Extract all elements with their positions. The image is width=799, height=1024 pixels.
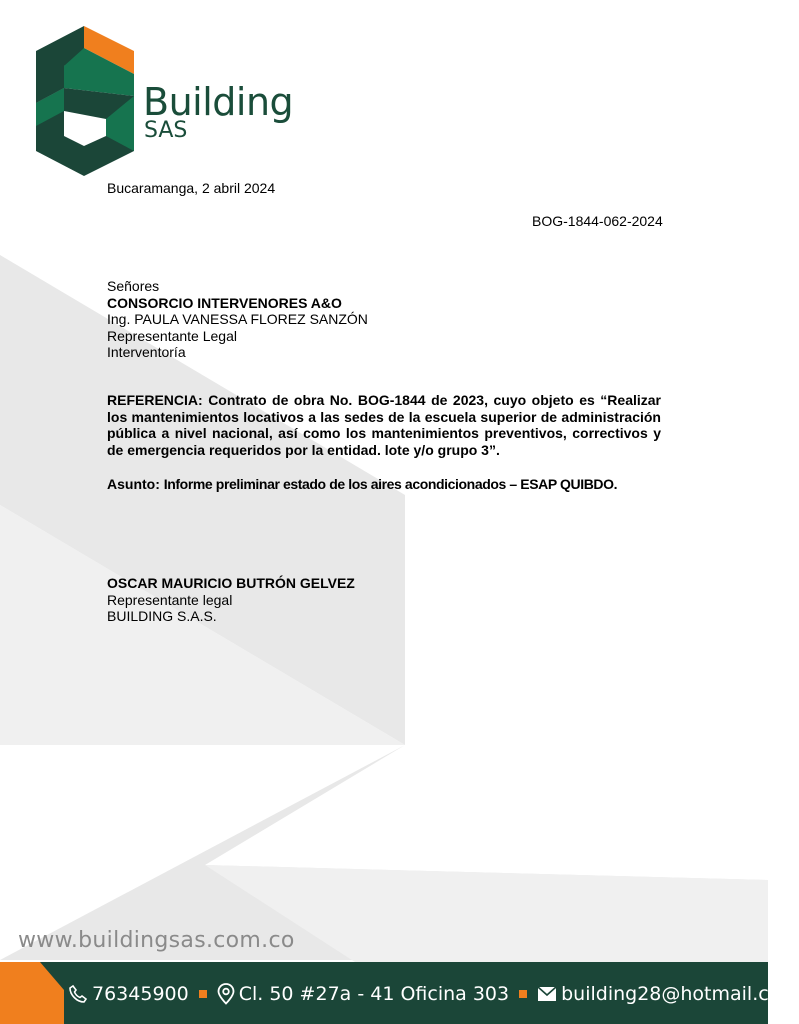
signer-name: OSCAR MAURICIO BUTRÓN GELVEZ <box>107 575 355 591</box>
location-icon <box>217 983 235 1005</box>
salutation: Señores <box>107 278 160 294</box>
footer-phone: 76345900 <box>92 983 189 1005</box>
signer-role: Representante legal <box>107 591 233 608</box>
footer-separator <box>519 990 527 998</box>
footer-accent <box>0 962 64 1024</box>
subject-text: Informe preliminar estado de los aires acondicionados – ESAP QUIBDO. <box>163 476 618 492</box>
reference-code: BOG-1844-062-2024 <box>532 213 663 229</box>
website-url: www.buildingsas.com.co <box>18 928 295 953</box>
reference-paragraph: REFERENCIA: Contrato de obra No. BOG-1844 de 2023, cuyo objeto es “Realizar los mantenimientos locativos a las sedes de la escuela superior de administración pública a nivel nacional, así como los mantenimientos preventivos, correctivos y de emergencia requeridos por la entidad. lote y/o grupo 3”. <box>107 392 661 458</box>
brand-name: Building <box>143 80 294 124</box>
letter-date: Bucaramanga, 2 abril 2024 <box>107 180 276 196</box>
signer-company: BUILDING S.A.S. <box>107 608 217 624</box>
footer-email: building28@hotmail.com <box>561 983 799 1005</box>
footer-address: Cl. 50 #27a - 41 Oficina 303 <box>238 983 510 1005</box>
footer-separator <box>199 990 207 998</box>
brand-sub: SAS <box>144 118 188 143</box>
phone-icon <box>68 984 88 1004</box>
addressee-role: Representante Legal <box>107 327 237 344</box>
building-logo-icon <box>36 26 136 176</box>
addressee-dept: Interventoría <box>107 344 186 360</box>
signature-block <box>107 575 355 625</box>
mail-icon <box>537 986 557 1002</box>
subject-label: Asunto: <box>107 476 160 492</box>
addressee-block <box>107 278 368 361</box>
subject-line <box>107 476 617 493</box>
addressee-person: Ing. PAULA VANESSA FLOREZ SANZÓN <box>107 311 368 327</box>
addressee-company: CONSORCIO INTERVENORES A&O <box>107 294 342 311</box>
footer-contacts <box>68 978 799 1010</box>
